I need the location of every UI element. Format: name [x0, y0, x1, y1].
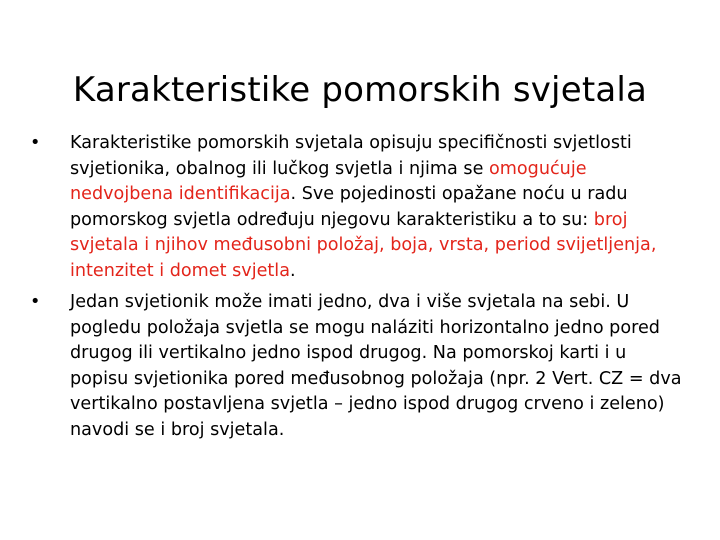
bullet-text	[70, 133, 656, 281]
text-segment: Karakteristike pomorskih svjetala opisuju specifičnosti svjetlosti svjetionika, obalnog ili lučkog svjetla i njima se	[70, 133, 632, 179]
bullet-list	[30, 131, 690, 449]
bullet-text	[70, 292, 682, 440]
bullet-marker: •	[30, 133, 41, 153]
highlighted-text-segment: omogućuje nedvojbena identifikacija	[70, 158, 587, 204]
text-segment: . Sve pojedinosti opažane noću u radu pomorskog svjetla određuju njegovu karakteristiku a to su:	[70, 184, 628, 230]
bullet-item-1	[30, 131, 690, 284]
slide-title: Karakteristike pomorskih svjetala	[72, 69, 648, 110]
bullet-item-2	[30, 290, 690, 443]
text-segment: .	[289, 260, 296, 281]
bullet-marker: •	[30, 292, 41, 312]
highlighted-text-segment: broj svjetala i njihov međusobni položaj, boja, vrsta, period svijetljenja, intenzitet i domet svjetla	[70, 209, 657, 281]
text-segment: Jedan svjetionik može imati jedno, dva i više svjetala na sebi. U pogledu položaja svjetla se mogu naláziti horizontalno jedno pored drugog ili vertikalno jedno ispod drugog. Na pomorskoj karti i u popisu svjetionika pored međusobnog položaja (npr. 2 Vert. CZ = dva vertikalno postavljena svjetla – jedno ispod drugog crveno i zeleno) navodi se i broj svjetala.	[70, 292, 682, 440]
